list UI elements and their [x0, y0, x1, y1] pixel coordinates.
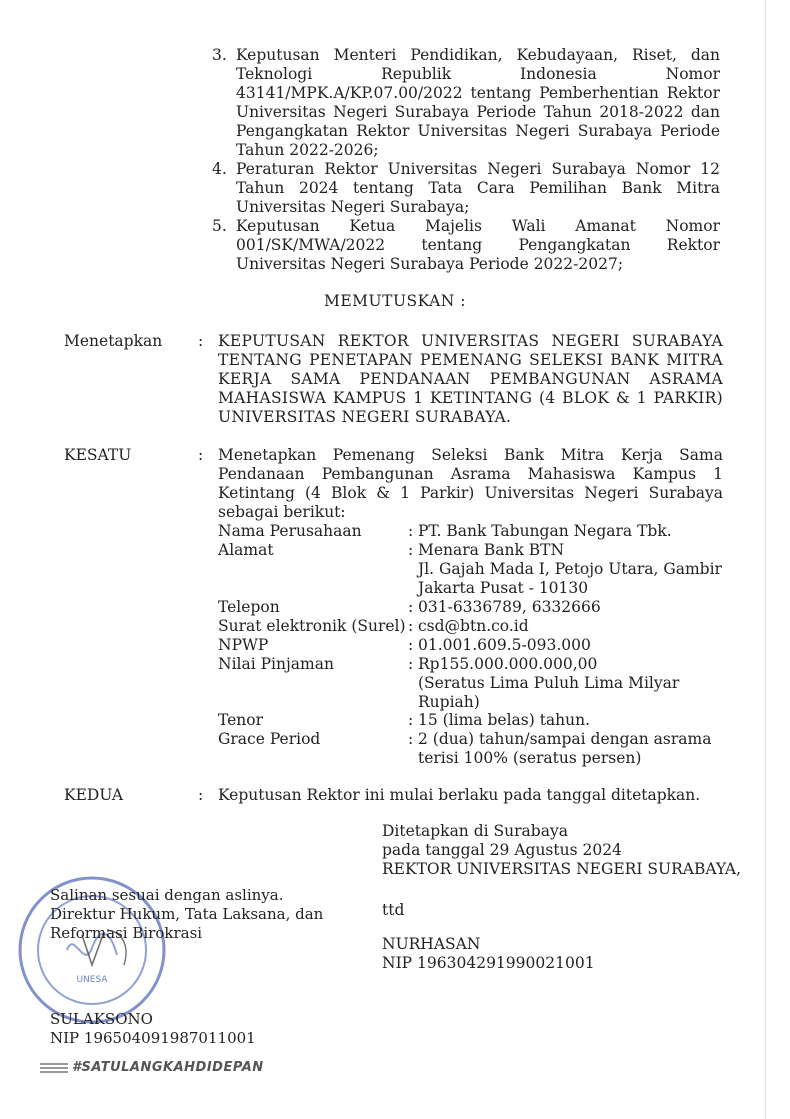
item-number: 4.: [212, 160, 227, 178]
detail-value: 15 (lima belas) tahun.: [418, 711, 591, 729]
kedua-text: Keputusan Rektor ini mulai berlaku pada tanggal ditetapkan.: [218, 786, 701, 804]
page-edge: [765, 0, 766, 1119]
detail-value: [418, 730, 748, 768]
kedua-label: KEDUA: [64, 786, 124, 804]
signature-nip: NIP 196304291990021001: [382, 954, 595, 972]
detail-key: Nilai Pinjaman: [218, 655, 334, 673]
loan-amount: Rp155.000.000.000,00: [418, 655, 598, 673]
signature-office: REKTOR UNIVERSITAS NEGERI SURABAYA,: [382, 860, 742, 878]
signature-date: pada tanggal 29 Agustus 2024: [382, 841, 622, 859]
detail-colon: :: [408, 541, 414, 559]
detail-key: Tenor: [218, 711, 264, 729]
copy-note: [50, 886, 323, 943]
copy-signer: [50, 1010, 256, 1048]
address-line-3: Jakarta Pusat - 10130: [418, 579, 589, 597]
detail-value: csd@btn.co.id: [418, 617, 529, 635]
signature-place: Ditetapkan di Surabaya: [382, 822, 568, 840]
detail-colon: :: [408, 636, 414, 654]
detail-colon: :: [408, 711, 414, 729]
detail-key: NPWP: [218, 636, 269, 654]
address-line-1: Menara Bank BTN: [418, 541, 565, 559]
copy-signer-name: SULAKSONO: [50, 1010, 153, 1028]
detail-colon: :: [408, 598, 414, 616]
grace-line-1: 2 (dua) tahun/sampai dengan asrama: [418, 730, 712, 748]
copy-note-line-2: Direktur Hukum, Tata Laksana, dan: [50, 905, 324, 923]
detail-value: 01.001.609.5-093.000: [418, 636, 591, 654]
signature-ttd: ttd: [382, 901, 405, 919]
detail-value: 031-6336789, 6332666: [418, 598, 601, 616]
kesatu-label: KESATU: [64, 446, 132, 464]
detail-key: Telepon: [218, 598, 280, 616]
menetapkan-text: KEPUTUSAN REKTOR UNIVERSITAS NEGERI SURABAYA TENTANG PENETAPAN PEMENANG SELEKSI BANK MITRA KERJA SAMA PENDANAAN PEMBANGUNAN ASRAMA MAHASISWA KAMPUS 1 KETINTANG (4 BLOK & 1 PARKIR) UNIVERSITAS NEGERI SURABAYA.: [218, 332, 723, 426]
consideration-item: [212, 160, 720, 217]
detail-key: Surat elektronik (Surel): [218, 617, 406, 635]
consideration-list: [212, 46, 720, 274]
consideration-item: [212, 217, 720, 274]
item-text: Keputusan Ketua Majelis Wali Amanat Nomor 001/SK/MWA/2022 tentang Pengangkatan Rektor Universitas Negeri Surabaya Periode 2022-2027;: [236, 217, 720, 273]
address-line-2: Jl. Gajah Mada I, Petojo Utara, Gambir: [418, 560, 722, 578]
kedua-colon: :: [198, 786, 204, 804]
loan-words-2: Rupiah): [418, 693, 480, 711]
detail-colon: :: [408, 655, 414, 673]
signature-block: [382, 822, 741, 973]
kesatu-text: Menetapkan Pemenang Seleksi Bank Mitra Kerja Sama Pendanaan Pembangunan Asrama Mahasiswa Kampus 1 Ketintang (4 Blok & 1 Parkir) Universitas Negeri Surabaya sebagai berikut:: [218, 446, 723, 521]
kesatu-colon: :: [198, 446, 204, 464]
svg-text:UNESA: UNESA: [76, 975, 108, 985]
detail-colon: :: [408, 522, 414, 540]
consideration-item: [212, 46, 720, 160]
copy-note-line-3: Reformasi Birokrasi: [50, 924, 203, 942]
hashtag-decoration-icon: [40, 1063, 70, 1073]
detail-key: Nama Perusahaan: [218, 522, 362, 540]
menetapkan-colon: :: [198, 332, 204, 350]
grace-line-2: terisi 100% (seratus persen): [418, 749, 642, 767]
detail-value: [418, 541, 748, 598]
detail-value: PT. Bank Tabungan Negara Tbk.: [418, 522, 672, 540]
item-number: 3.: [212, 46, 227, 64]
detail-key: Grace Period: [218, 730, 321, 748]
item-text: Keputusan Menteri Pendidikan, Kebudayaan, Riset, dan Teknologi Republik Indonesia Nomor 43141/MPK.A/KP.07.00/2022 tentang Pemberhentian Rektor Universitas Negeri Surabaya Periode Tahun 2018-2022 dan Pengangkatan Rektor Universitas Negeri Surabaya Periode Tahun 2022-2026;: [236, 46, 720, 159]
item-number: 5.: [212, 217, 227, 235]
signature-name: NURHASAN: [382, 935, 481, 953]
hashtag-slogan: #SATULANGKAHDIDEPAN: [72, 1060, 264, 1075]
copy-note-line-1: Salinan sesuai dengan aslinya.: [50, 886, 284, 904]
menetapkan-label: Menetapkan: [64, 332, 163, 350]
detail-colon: :: [408, 617, 414, 635]
item-text: Peraturan Rektor Universitas Negeri Surabaya Nomor 12 Tahun 2024 tentang Tata Cara Pemilihan Bank Mitra Universitas Negeri Surabaya;: [236, 160, 720, 216]
copy-signer-nip: NIP 196504091987011001: [50, 1029, 256, 1047]
decision-heading: MEMUTUSKAN :: [324, 292, 466, 310]
detail-value: [418, 655, 748, 712]
detail-key: Alamat: [218, 541, 274, 559]
detail-colon: :: [408, 730, 414, 748]
loan-words-1: (Seratus Lima Puluh Lima Milyar: [418, 674, 680, 692]
